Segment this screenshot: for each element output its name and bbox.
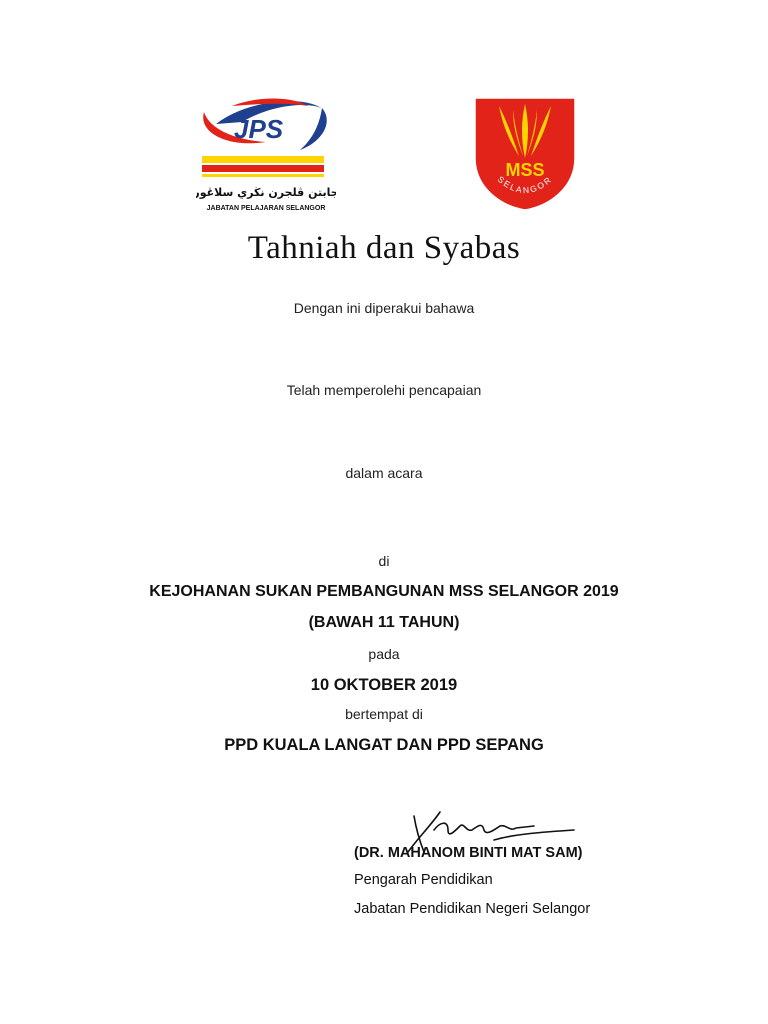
jps-logo xyxy=(196,92,336,216)
recognition-line: Dengan ini diperakui bahawa xyxy=(293,300,475,316)
event-name: KEJOHANAN SUKAN PEMBANGUNAN MSS SELANGOR 2019 xyxy=(149,583,619,600)
event-date: 10 OKTOBER 2019 xyxy=(310,676,458,694)
jps-name: JABATAN PELAJARAN SELANGOR xyxy=(206,205,326,212)
signatory-position: Pengarah Pendidikan xyxy=(354,872,493,888)
venue-intro-line: bertempat di xyxy=(345,706,423,722)
achievement-line: Telah memperolehi pencapaian xyxy=(286,382,482,398)
signatory-name: (DR. MAHANOM BINTI MAT SAM) xyxy=(354,845,583,861)
mss-name: SELANGOR xyxy=(495,173,555,196)
jps-abbr: JPS xyxy=(234,114,284,144)
on-line: pada xyxy=(368,646,400,662)
certificate-title: Tahniah dan Syabas xyxy=(247,230,521,266)
jps-jawi: جابتن ڤلجرن نڬري سلاڠور xyxy=(196,186,336,199)
mss-abbr: MSS xyxy=(505,160,545,180)
mss-logo xyxy=(473,96,577,212)
at-line: di xyxy=(378,553,390,569)
signatory-department: Jabatan Pendidikan Negeri Selangor xyxy=(354,901,591,917)
event-category: (BAWAH 11 TAHUN) xyxy=(308,614,460,631)
event-venue: PPD KUALA LANGAT DAN PPD SEPANG xyxy=(224,736,544,754)
event-intro-line: dalam acara xyxy=(345,465,423,481)
